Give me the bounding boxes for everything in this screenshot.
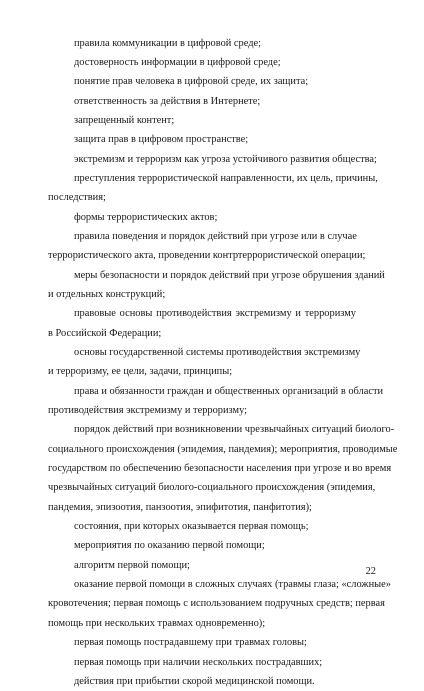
text-line: основы государственной системы противодействия экстремизму [0,343,356,362]
text-line: меры безопасности и порядок действий при угрозе обрушения зданий [0,266,356,285]
text-line: правовые основы противодействия экстремизму и терроризму [0,304,356,323]
text-line: ответственность за действия в Интернете; [0,92,356,111]
text-line: мероприятия по оказанию первой помощи; [0,536,356,555]
text-line: противодействия экстремизму и терроризму; [0,401,356,420]
text-line: первая помощь при наличии нескольких пострадавших; [0,653,356,672]
text-line: достоверность информации в цифровой среде; [0,53,356,72]
text-line: оказание первой помощи в сложных случаях (травмы глаза; «сложные» [0,575,356,594]
text-line: и отдельных конструкций; [0,285,356,304]
text-line: правила коммуникации в цифровой среде; [0,34,356,53]
text-line: права и обязанности граждан и общественных организаций в области [0,382,356,401]
text-line: террористического акта, проведении контртеррористической операции; [0,246,356,265]
text-line: защита прав в цифровом пространстве; [0,130,356,149]
page-number: 22 [366,566,376,578]
text-line: последствия; [0,188,356,207]
text-line: формы террористических актов; [0,208,356,227]
text-line: правила поведения и порядок действий при угрозе или в случае [0,227,356,246]
text-line: социального происхождения (эпидемия, пандемия); мероприятия, проводимые [0,440,356,459]
text-line: первая помощь пострадавшему при травмах головы; [0,633,356,652]
text-line: и терроризму, ее цели, задачи, принципы; [0,362,356,381]
text-line: помощь при нескольких травмах одновременно); [0,614,356,633]
text-line: алгоритм первой помощи; [0,556,356,575]
text-line: государством по обеспечению безопасности населения при угрозе и во время [0,459,356,478]
text-line: в Российской Федерации; [0,324,356,343]
text-line: порядок действий при возникновении чрезвычайных ситуаций биолого- [0,420,356,439]
text-line: кровотечения; первая помощь с использованием подручных средств; первая [0,594,356,613]
text-line: состояния, при которых оказывается первая помощь; [0,517,356,536]
text-line: понятие прав человека в цифровой среде, их защита; [0,72,356,91]
text-line: действия при прибытии скорой медицинской помощи. [0,672,356,691]
text-line: экстремизм и терроризм как угроза устойчивого развития общества; [0,150,356,169]
text-line: пандемия, эпизоотия, панзоотия, эпифитотия, панфитотия); [0,498,356,517]
text-line: преступления террористической направленности, их цель, причины, [0,169,356,188]
text-line: чрезвычайных ситуаций биолого-социального происхождения (эпидемия, [0,478,356,497]
text-line: запрещенный контент; [0,111,356,130]
body-text [0,34,424,691]
